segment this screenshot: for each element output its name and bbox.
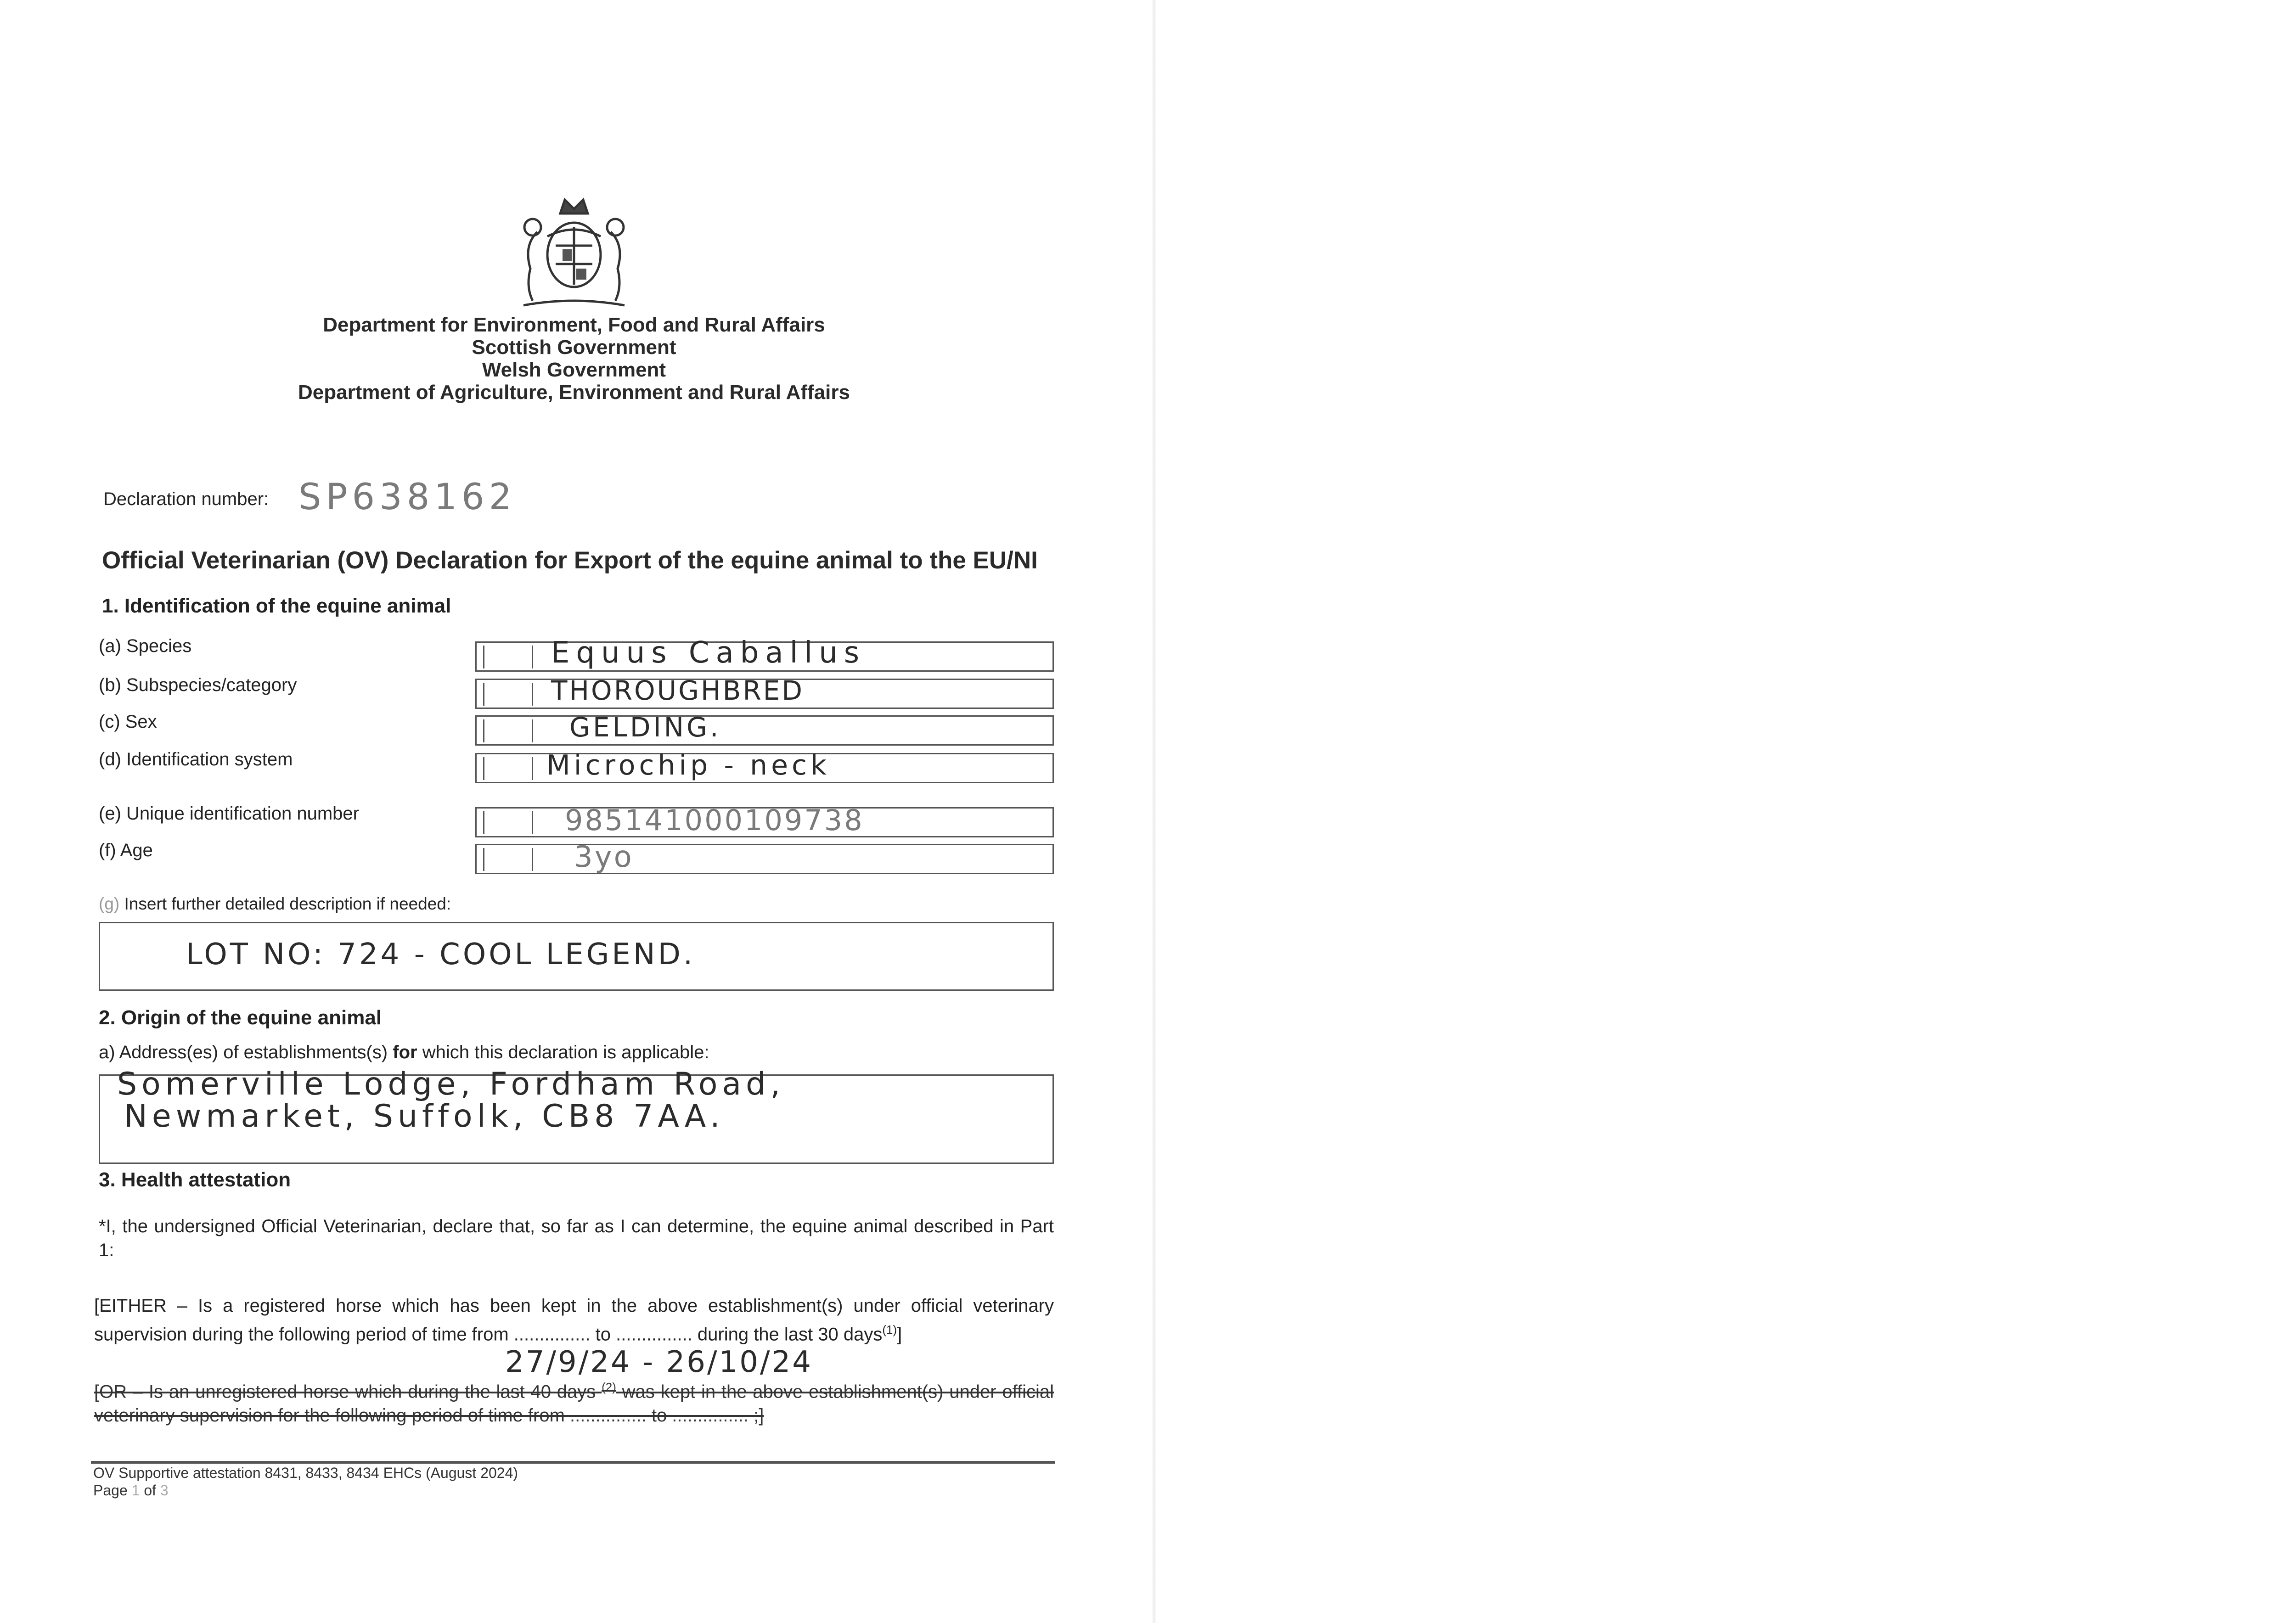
- section1-heading: 1. Identification of the equine animal: [102, 595, 451, 617]
- section2-heading: 2. Origin of the equine animal: [99, 1006, 382, 1029]
- page-title: Official Veterinarian (OV) Declaration for Export of the equine animal to the EU/NI: [102, 547, 1038, 574]
- either-clause: [94, 1294, 1054, 1346]
- page-total: 3: [160, 1482, 169, 1499]
- dept-daera: Department of Agriculture, Environment and Rural Affairs: [298, 381, 850, 404]
- or-clause-text-a: [OR – Is an unregistered horse which during the last 40 days: [94, 1382, 596, 1402]
- footer-attestation: OV Supportive attestation 8431, 8433, 8434 EHCs (August 2024): [93, 1465, 518, 1481]
- page-prefix: Page: [93, 1482, 128, 1499]
- section3-heading: 3. Health attestation: [99, 1168, 291, 1191]
- age-label: (f) Age: [99, 840, 153, 860]
- unique-id-value: 985141000109738: [565, 803, 864, 837]
- address-line1: Somerville Lodge, Fordham Road,: [117, 1066, 785, 1102]
- establishment-label-b: for: [393, 1042, 417, 1062]
- identification-system-value: Microchip - neck: [546, 749, 830, 781]
- address-line2: Newmarket, Suffolk, CB8 7AA.: [124, 1098, 725, 1134]
- supervision-dates: 27/9/24 - 26/10/24: [505, 1345, 813, 1379]
- further-description-label: [99, 894, 451, 914]
- sex-value: GELDING.: [569, 712, 721, 743]
- page-of: of: [144, 1482, 156, 1499]
- either-clause-text: [EITHER – Is a registered horse which has been kept in the above establishment(s) under official veterinary supervision during the following period of time from ............... to ............... during the last 30 days: [94, 1296, 1054, 1345]
- age-value: 3yo: [574, 840, 634, 874]
- further-description-text: Insert further detailed description if needed:: [124, 894, 451, 913]
- dept-scottish-government: Scottish Government: [472, 336, 676, 359]
- sex-label: (c) Sex: [99, 712, 157, 732]
- either-footnote: (1): [882, 1323, 897, 1337]
- dept-defra: Department for Environment, Food and Rural Affairs: [323, 314, 825, 336]
- footer-rule: [91, 1461, 1055, 1464]
- identification-system-label: (d) Identification system: [99, 749, 293, 769]
- establishment-label: [99, 1042, 709, 1063]
- species-value: Equus Caballus: [551, 636, 866, 670]
- declaration-number-value: SP638162: [298, 477, 517, 518]
- or-clause: [94, 1375, 1054, 1427]
- royal-coat-of-arms-icon: [505, 195, 643, 314]
- unique-id-label: (e) Unique identification number: [99, 803, 359, 824]
- page-edge: [1153, 0, 1156, 1623]
- health-intro: *I, the undersigned Official Veterinarian, declare that, so far as I can determine, the equine animal described in Part 1:: [99, 1216, 1054, 1260]
- further-description-prefix: (g): [99, 894, 120, 913]
- or-footnote: (2): [602, 1380, 616, 1394]
- either-close: ]: [897, 1324, 902, 1345]
- declaration-number-label: Declaration number:: [103, 489, 269, 509]
- age-field: [475, 844, 1054, 874]
- page-number: [93, 1482, 169, 1499]
- dept-welsh-government: Welsh Government: [482, 359, 666, 381]
- establishment-label-a: a) Address(es) of establishments(s): [99, 1042, 388, 1062]
- further-description-value: LOT NO: 724 - COOL LEGEND.: [186, 938, 696, 972]
- page-current: 1: [131, 1482, 140, 1499]
- subspecies-label: (b) Subspecies/category: [99, 675, 297, 695]
- establishment-label-c: which this declaration is applicable:: [422, 1042, 709, 1062]
- subspecies-value: THOROUGHBRED: [551, 675, 805, 706]
- or-clause-text-b: was kept in the above establishment(s) under official veterinary supervision for the following period of time from ............... to ............... ;]: [94, 1382, 1054, 1426]
- species-label: (a) Species: [99, 636, 192, 656]
- sex-field: [475, 715, 1054, 746]
